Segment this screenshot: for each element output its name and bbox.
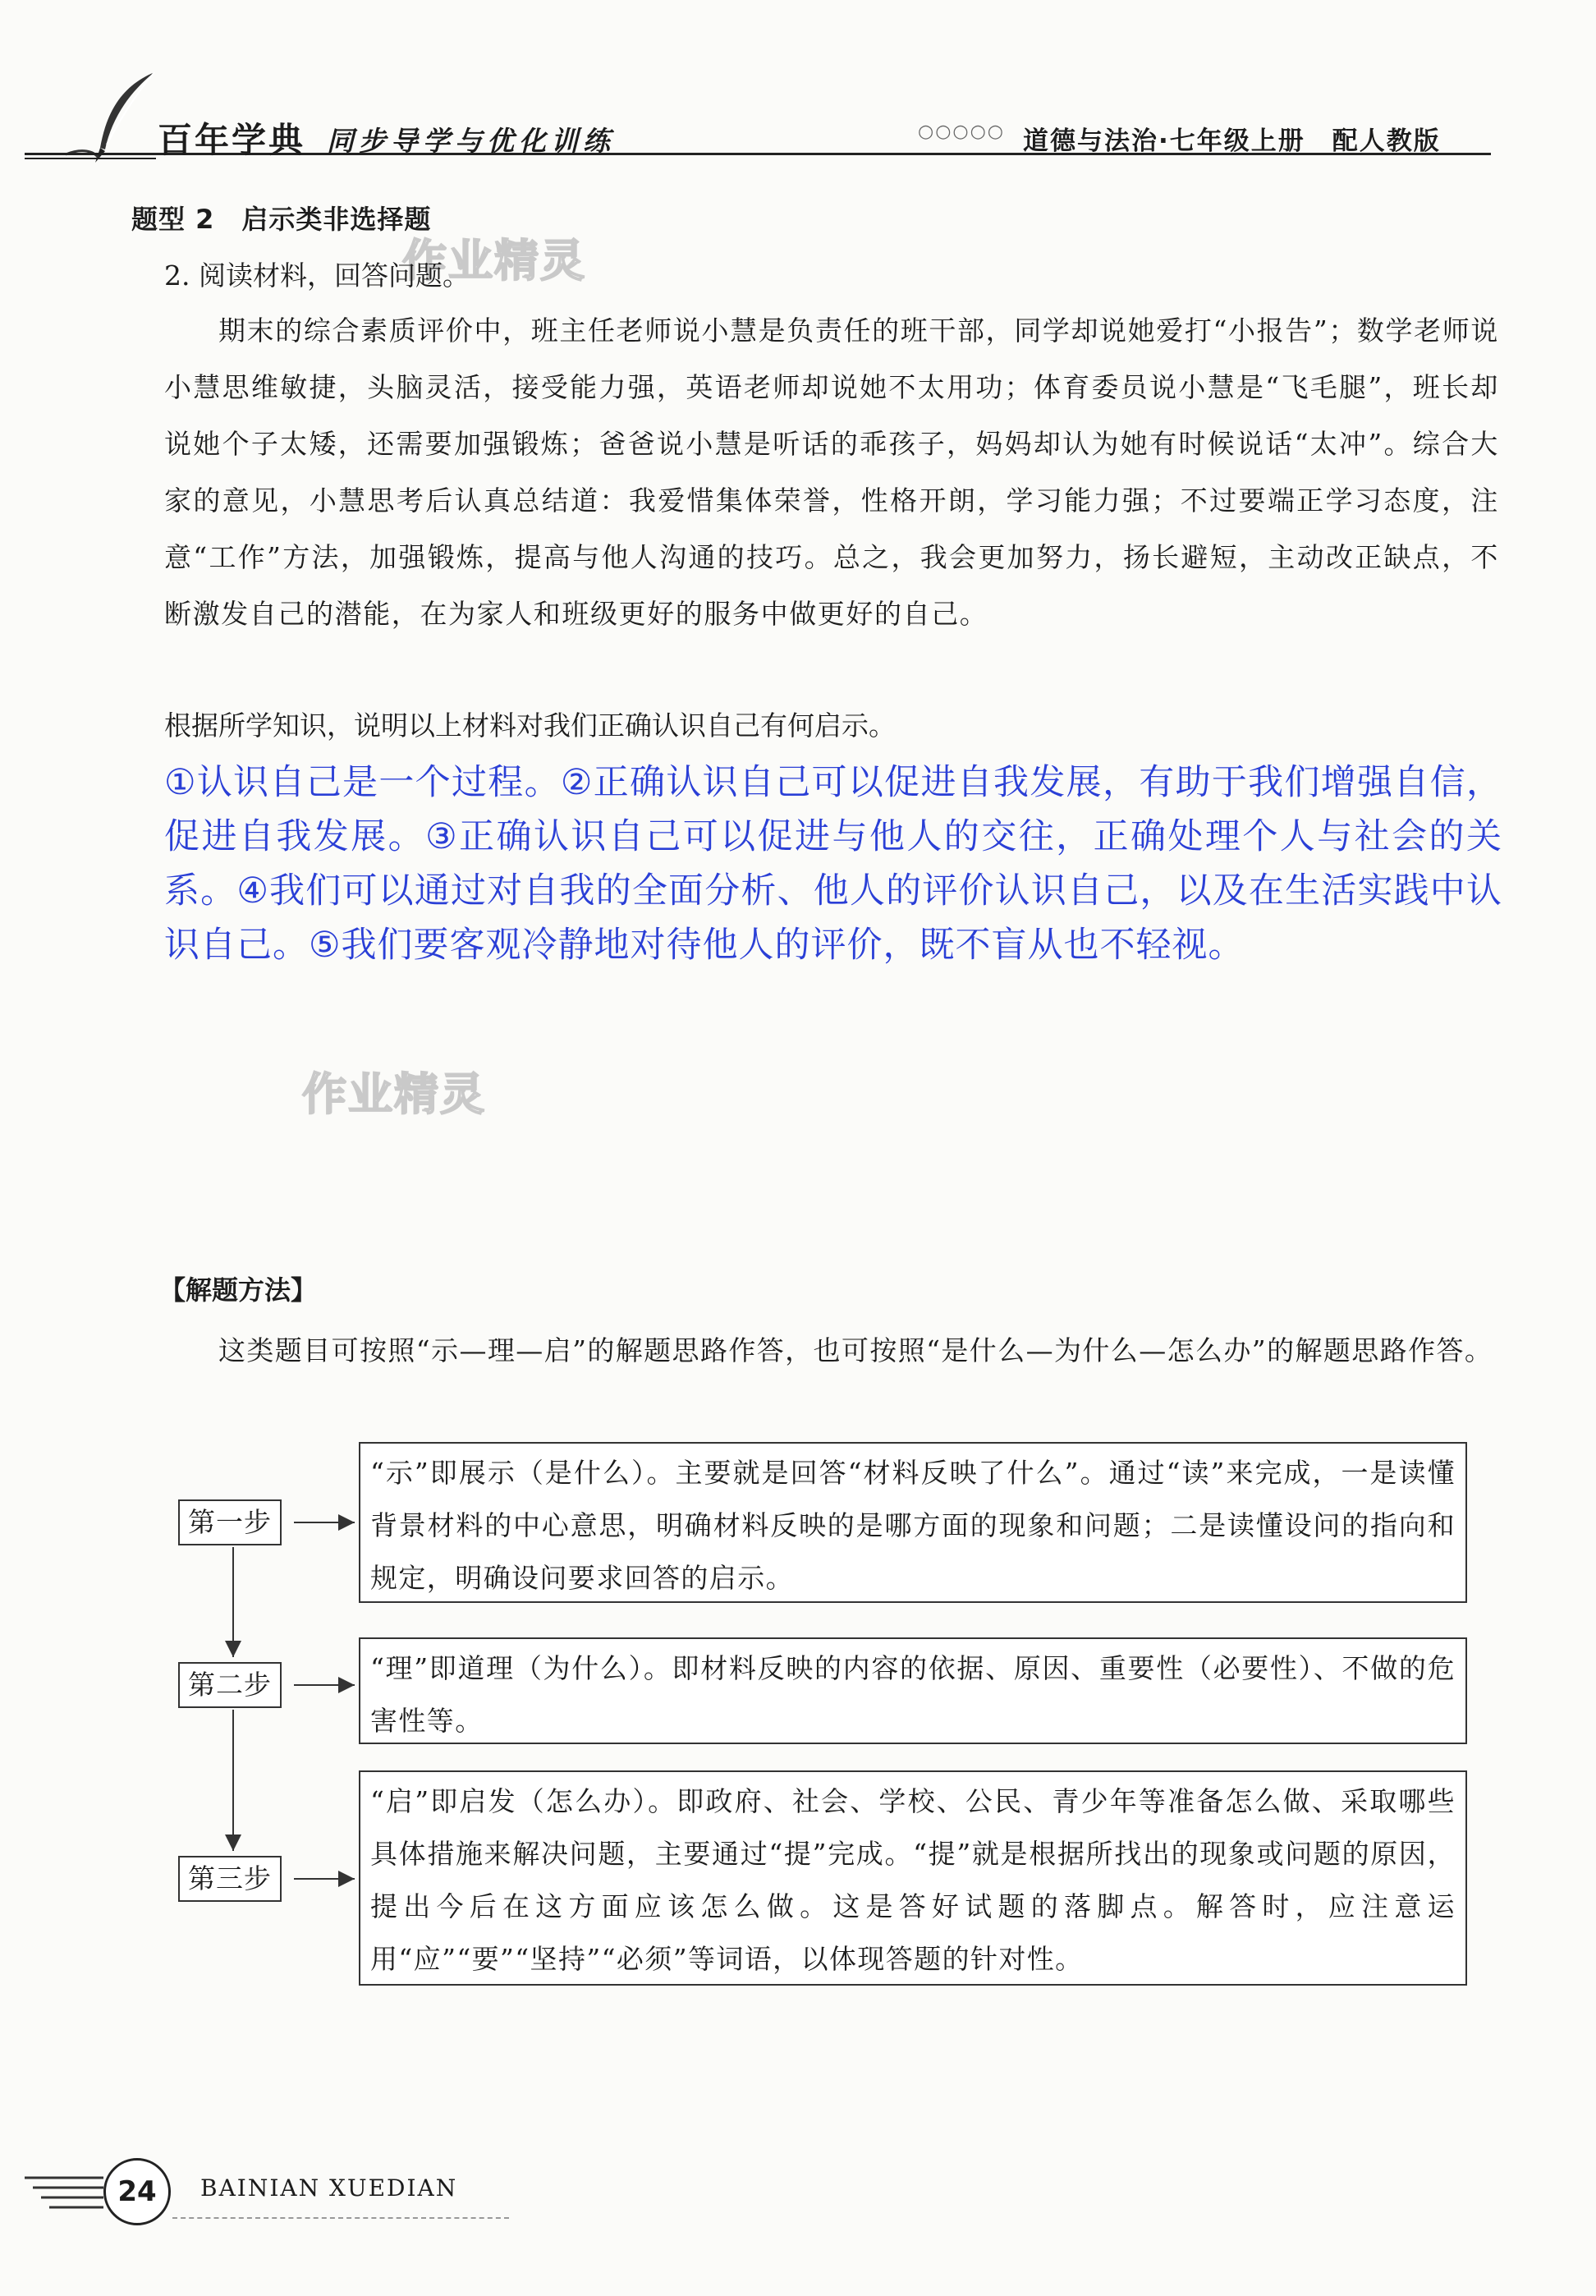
watermark: 作业精灵	[302, 1068, 486, 1120]
step-3-description: “启”即启发（怎么办）。即政府、社会、学校、公民、青少年等准备怎么做、采取哪些具体措施来解决问题，主要通过“提”完成。“提”就是根据所找出的现象或问题的原因，提出今后在这方面应该怎么做。这是答好试题的落脚点。解答时，应注意运用“应”“要”“坚持”“必须”等词语，以体现答题的针对性。	[359, 1770, 1467, 1986]
page-number: 24	[103, 2158, 171, 2225]
watermark: 作业精灵	[402, 235, 586, 287]
reading-material: 期末的综合素质评价中，班主任老师说小慧是负责任的班干部，同学却说她爱打“小报告”；数学老师说小慧思维敏捷，头脑灵活，接受能力强，英语老师却说她不太用功；体育委员说小慧是“飞毛腿”，班长却说她个子太矮，还需要加强锻炼；爸爸说小慧是听话的乖孩子，妈妈却认为她有时候说话“太冲”。综合大家的意见，小慧思考后认真总结道：我爱惜集体荣誉，性格开朗，学习能力强；不过要端正学习态度，注意“工作”方法，加强锻炼，提高与他人沟通的技巧。总之，我会更加努力，扬长避短，主动改正缺点，不断激发自己的潜能，在为家人和班级更好的服务中做更好的自己。	[164, 315, 1499, 630]
step-3-label: 第三步	[178, 1856, 282, 1902]
question-stem: 2. 阅读材料，回答问题。	[164, 259, 470, 292]
footer-divider	[172, 2217, 509, 2219]
question-prompt: 根据所学知识，说明以上材料对我们正确认识自己有何启示。	[164, 709, 896, 742]
step-2-description: “理”即道理（为什么）。即材料反映的内容的依据、原因、重要性（必要性）、不做的危害性等。	[359, 1637, 1467, 1744]
answer-text: ①认识自己是一个过程。②正确认识自己可以促进自我发展，有助于我们增强自信，促进自我发展。③正确认识自己可以促进与他人的交往，正确处理个人与社会的关系。④我们可以通过对自我的全面分析、他人的评价认识自己，以及在生活实践中认识自己。⑤我们要客观冷静地对待他人的评价，既不盲从也不轻视。	[164, 762, 1502, 966]
footer-brand: BAINIAN XUEDIAN	[200, 2174, 458, 2202]
header-dots: ○○○○○	[918, 122, 1005, 142]
step-1-description: “示”即展示（是什么）。主要就是回答“材料反映了什么”。通过“读”来完成，一是读懂背景材料的中心意思，明确材料反映的是哪方面的现象和问题；二是读懂设问的指向和规定，明确设问要求回答的启示。	[359, 1442, 1467, 1603]
footer-speed-lines	[25, 2168, 107, 2217]
brand-subtitle: 同步导学与优化训练	[327, 125, 615, 157]
book-info: 道德与法治·七年级上册 配人教版	[1023, 126, 1441, 156]
section-heading: 题型 2 启示类非选择题	[131, 204, 432, 235]
method-heading: 【解题方法】	[159, 1274, 318, 1306]
brand-title: 百年学典	[158, 120, 306, 160]
method-intro: 这类题目可按照“示—理—启”的解题思路作答，也可按照“是什么—为什么—怎么办”的解题思路作答。	[218, 1334, 1493, 1366]
step-2-label: 第二步	[178, 1662, 282, 1708]
step-1-label: 第一步	[178, 1499, 282, 1545]
